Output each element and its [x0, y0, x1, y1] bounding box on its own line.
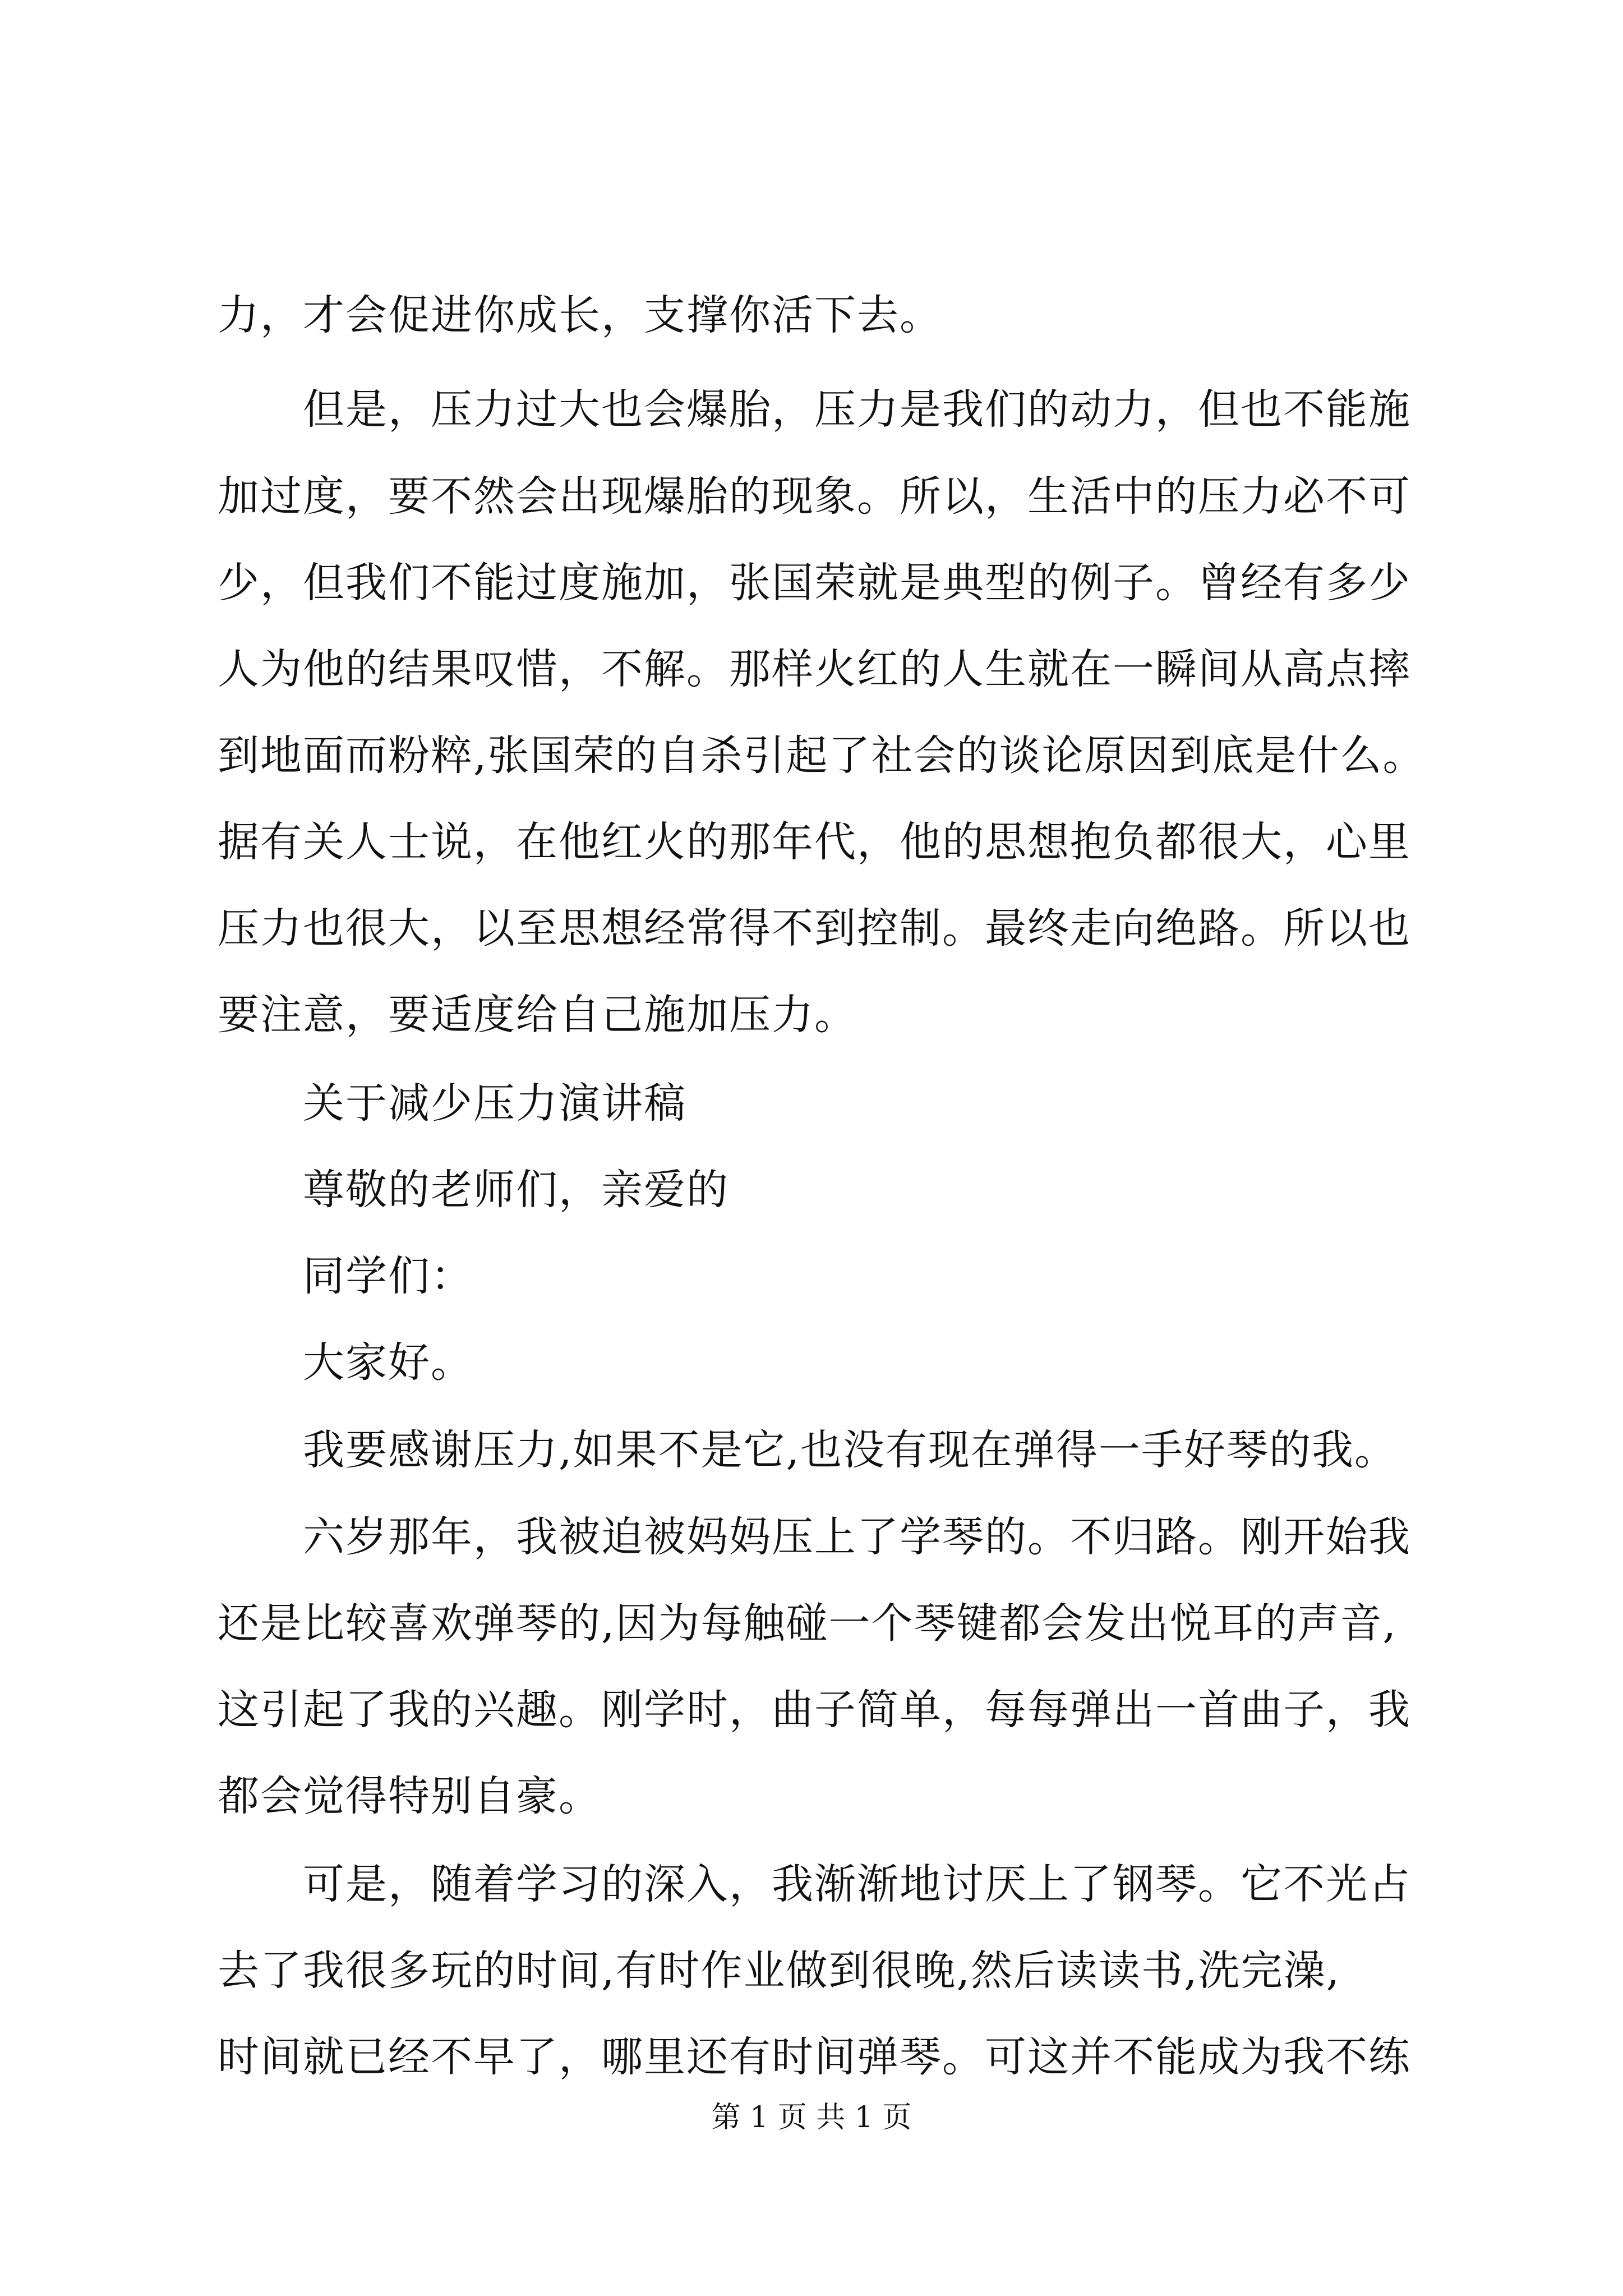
text-line: 我要感谢压力,如果不是它,也没有现在弹得一手好琴的我。	[303, 1426, 1398, 1474]
text-line: 时间就已经不早了，哪里还有时间弹琴。可这并不能成为我不练	[218, 2033, 1411, 2081]
section-heading: 关于减少压力演讲稿	[303, 1079, 686, 1128]
text-line: 要注意，要适度给自己施加压力。	[218, 991, 857, 1039]
greeting-line: 大家好。	[303, 1338, 473, 1387]
text-line: 少，但我们不能过度施加，张国荣就是典型的例子。曾经有多少	[218, 559, 1411, 607]
text-line: 到地面而粉粹,张国荣的自杀引起了社会的谈论原因到底是什么。	[218, 731, 1426, 780]
text-line: 六岁那年，我被迫被妈妈压上了学琴的。不归路。刚开始我	[303, 1513, 1411, 1561]
text-line: 还是比较喜欢弹琴的,因为每触碰一个琴键都会发出悦耳的声音,	[218, 1599, 1398, 1648]
text-line: 都会觉得特别自豪。	[218, 1772, 601, 1820]
text-line: 去了我很多玩的时间,有时作业做到很晚,然后读读书,洗完澡,	[218, 1947, 1341, 1995]
text-line: 但是，压力过大也会爆胎，压力是我们的动力，但也不能施	[303, 385, 1411, 434]
text-line: 压力也很大，以至思想经常得不到控制。最终走向绝路。所以也	[218, 904, 1411, 953]
text-line: 加过度，要不然会出现爆胎的现象。所以，生活中的压力必不可	[218, 472, 1411, 521]
text-line: 人为他的结果叹惜，不解。那样火红的人生就在一瞬间从高点摔	[218, 645, 1411, 693]
text-line: 可是，随着学习的深入，我渐渐地讨厌上了钢琴。它不光占	[303, 1860, 1411, 1908]
page-number-footer: 第 1 页 共 1 页	[711, 2101, 912, 2134]
salutation-line: 尊敬的老师们，亲爱的	[303, 1166, 729, 1214]
text-line: 据有关人士说，在他红火的那年代，他的思想抱负都很大，心里	[218, 818, 1411, 866]
text-line: 这引起了我的兴趣。刚学时，曲子简单，每每弹出一首曲子，我	[218, 1686, 1411, 1734]
salutation-line: 同学们：	[303, 1252, 473, 1300]
text-line: 力，才会促进你成长，支撑你活下去。	[218, 291, 942, 339]
